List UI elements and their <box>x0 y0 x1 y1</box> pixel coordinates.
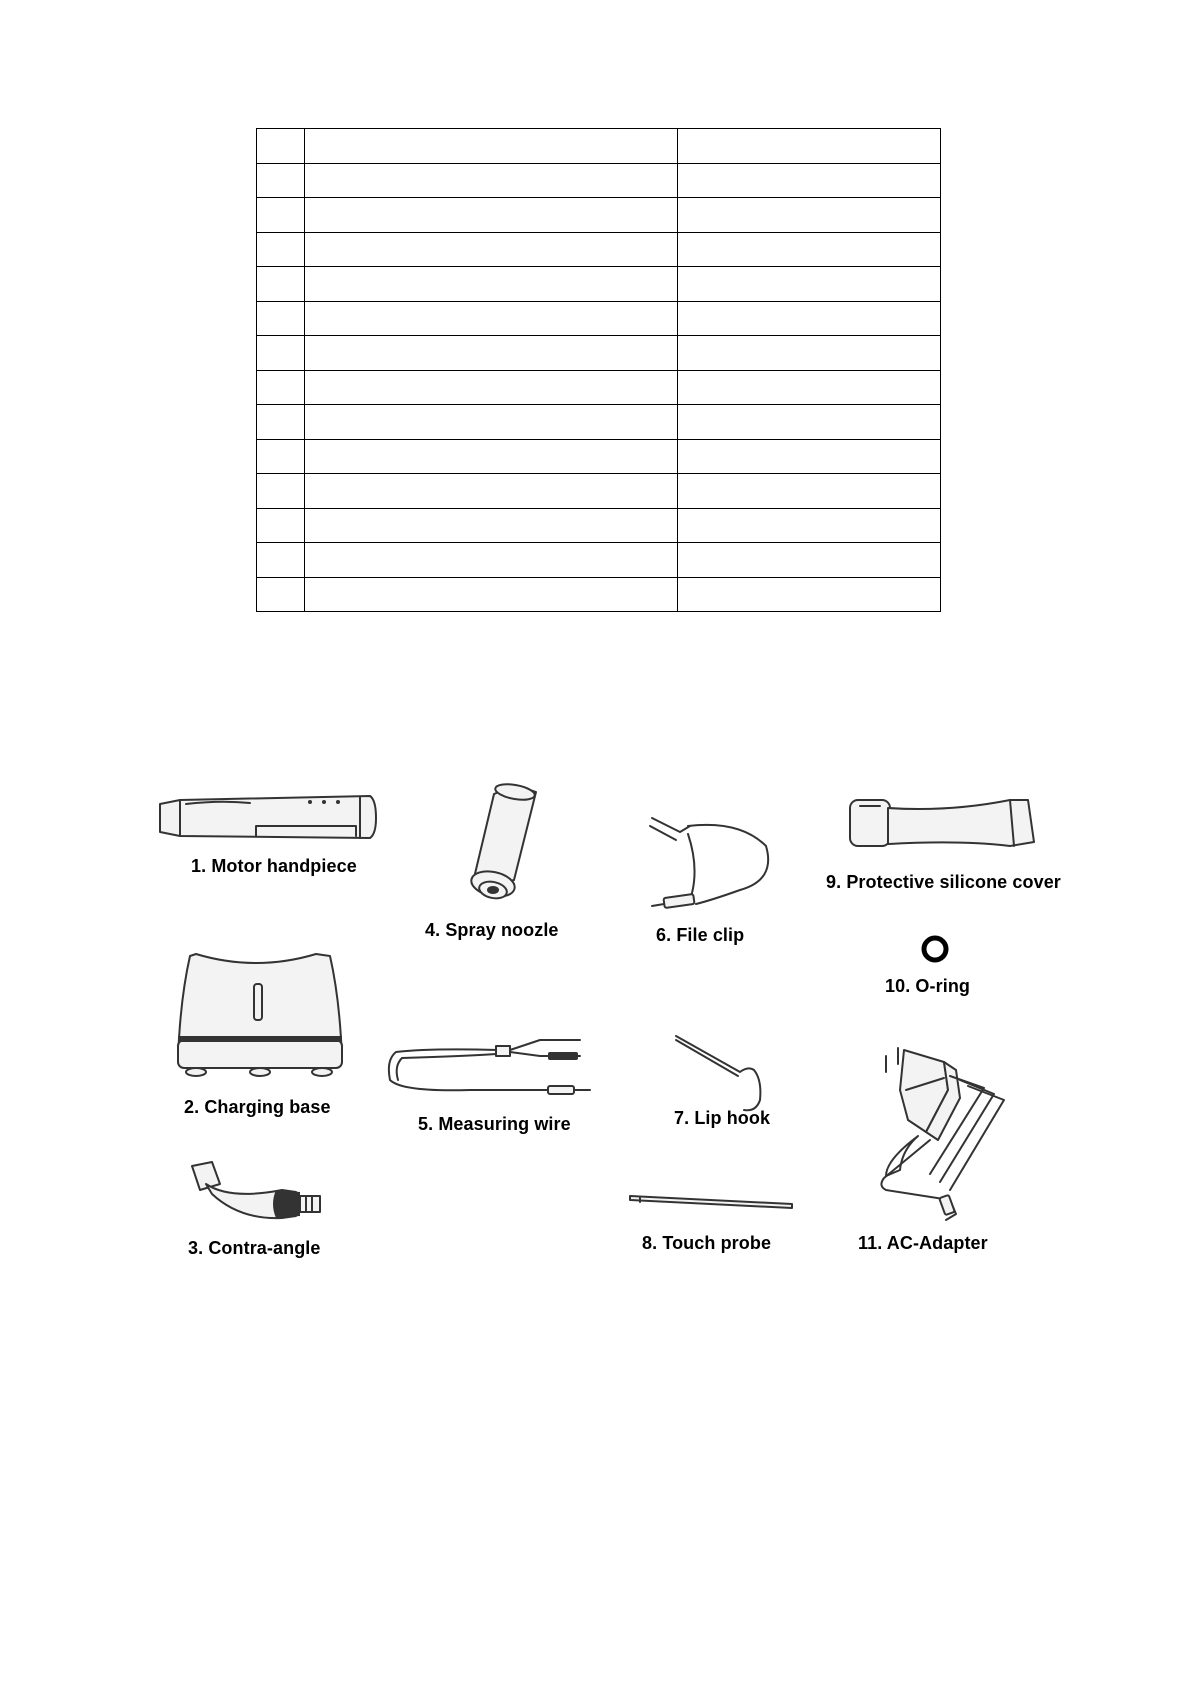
component-label: 3. Contra-angle <box>188 1238 321 1258</box>
component-label: 9. Protective silicone cover <box>826 872 1061 892</box>
component-label: 7. Lip hook <box>674 1108 771 1128</box>
component-label: 6. File clip <box>656 925 745 945</box>
component-label: 1. Motor handpiece <box>191 856 357 876</box>
component-label: 2. Charging base <box>184 1097 331 1117</box>
component-label: 4. Spray noozle <box>425 920 559 940</box>
component-label: 8. Touch probe <box>642 1233 772 1253</box>
component-label: 5. Measuring wire <box>418 1114 571 1134</box>
component-label: 10. O-ring <box>885 976 971 996</box>
component-label: 11. AC-Adapter <box>858 1233 988 1253</box>
